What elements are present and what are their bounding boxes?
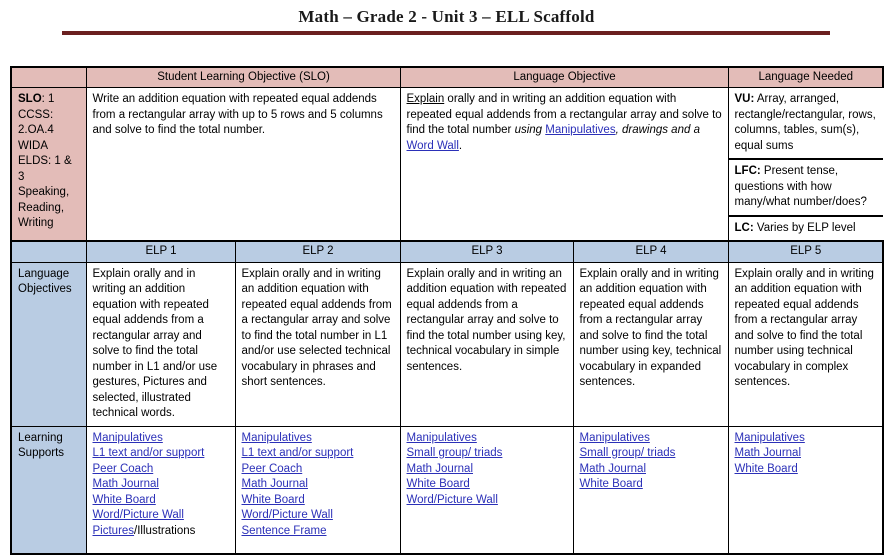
lo-period: . [458, 139, 463, 152]
list-item [407, 431, 568, 447]
list-item [93, 493, 230, 509]
domain-writing: Writing [18, 217, 54, 229]
vu-label: VU: [734, 93, 755, 105]
language-objectives-row [11, 262, 883, 426]
ccss-label: CCSS: [18, 108, 54, 121]
support-link[interactable]: Math Journal [241, 478, 308, 490]
row-label-language-objectives [11, 262, 86, 426]
support-link[interactable]: Word/Picture Wall [241, 509, 333, 521]
elp-header-1: ELP 1 [86, 241, 235, 262]
list-item [242, 431, 395, 447]
page-title: Math – Grade 2 - Unit 3 – ELL Scaffold [298, 7, 595, 26]
table-header-row [11, 67, 883, 88]
support-link[interactable]: Math Journal [92, 478, 159, 490]
lo-elp3-cell: Explain orally and in writing an addition equation with repeated equal addends from a rectangular array and solve to find the total number using key, technical vocabulary in simple sentences. [400, 262, 573, 426]
list-item [407, 493, 568, 509]
lfc-label: LFC: [734, 165, 761, 177]
lo-explain-word: Explain [406, 93, 445, 105]
domain-reading: Reading, [18, 201, 65, 214]
row-label-lo-line2: Objectives [18, 283, 72, 295]
support-link[interactable]: Math Journal [579, 462, 646, 475]
row-label-lo-line1: Language [18, 267, 70, 280]
list-item [735, 446, 878, 462]
support-link[interactable]: Math Journal [734, 447, 801, 459]
support-link[interactable]: Peer Coach [92, 462, 154, 475]
lo-elp4-cell: Explain orally and in writing an addition equation with repeated equal addends from a rectangular array and solve to find the total number using key, technical vocabulary in expanded sentences. [573, 262, 728, 426]
elp-corner-cell [11, 241, 86, 262]
list-item [407, 462, 568, 478]
title-block [0, 0, 893, 52]
support-link[interactable]: Word/Picture Wall [406, 493, 498, 506]
language-objective-cell [400, 88, 728, 242]
list-item [93, 446, 230, 462]
list-item [242, 477, 395, 493]
support-link[interactable]: White Board [579, 478, 643, 490]
support-link[interactable]: White Board [734, 462, 798, 475]
lc-block [729, 217, 884, 241]
support-link[interactable]: Word/Picture Wall [92, 509, 184, 521]
list-item [242, 446, 395, 462]
support-link[interactable]: Pictures [92, 524, 135, 537]
slo-meta-cell [11, 88, 86, 242]
row-label-ls-line2: Supports [18, 447, 65, 459]
header-slo: Student Learning Objective (SLO) [86, 67, 400, 88]
support-link[interactable]: L1 text and/or support [241, 447, 354, 459]
supports-elp4-cell [573, 426, 728, 554]
list-item [580, 462, 723, 478]
language-needed-cell [728, 88, 883, 242]
support-link[interactable]: White Board [241, 493, 305, 506]
learning-supports-row [11, 426, 883, 554]
lo-drawings-text: , drawings and a [615, 124, 700, 136]
list-item [242, 508, 395, 524]
vu-text: Array, arranged, rectangle/rectangular, rows, columns, tables, sum(s), equal sums [734, 93, 876, 152]
list-item [93, 462, 230, 478]
support-link[interactable]: White Board [92, 493, 156, 506]
lo-elp1-cell: Explain orally and in writing an addition equation with repeated equal addends from a rectangular array and solve to find the total number in L1 and/or use gestures, Pictures and selected, illustrated technical words. [86, 262, 235, 426]
support-link[interactable]: Manipulatives [241, 431, 312, 444]
support-suffix: /Illustrations [134, 524, 196, 537]
lo-elp5-cell: Explain orally and in writing an addition equation with repeated equal addends from a rectangular array and solve to find the total number using technical vocabulary in complex sentences. [728, 262, 883, 426]
list-item [242, 524, 395, 540]
elp-header-2: ELP 2 [235, 241, 400, 262]
support-link[interactable]: Manipulatives [406, 431, 477, 444]
lo-using-word: using [514, 124, 546, 136]
lfc-text: Present tense, questions with how many/what number/does? [734, 165, 867, 208]
header-language-objective: Language Objective [400, 67, 728, 88]
list-item [407, 446, 568, 462]
ccss-code: 2.OA.4 [18, 124, 54, 136]
supports-elp2-cell [235, 426, 400, 554]
ell-scaffold-table [10, 66, 884, 555]
elp-header-5: ELP 5 [728, 241, 883, 262]
elp-header-4: ELP 4 [573, 241, 728, 262]
lo-body-text: orally and in writing an addition equation with repeated equal addends from a rectangular array and solve to find the total number [406, 93, 722, 136]
support-link[interactable]: Small group/ triads [579, 447, 676, 459]
support-link[interactable]: White Board [406, 478, 470, 490]
list-item [580, 477, 723, 493]
lo-link-word-wall[interactable]: Word Wall [406, 139, 459, 152]
supports-elp1-cell [86, 426, 235, 554]
slo-number: : 1 [41, 93, 55, 105]
lo-elp2-cell: Explain orally and in writing an addition equation with repeated equal addends from a rectangular array and solve to find the total number in L1 and/or use selected technical vocabulary in phrases and short sentences. [235, 262, 400, 426]
elp-header-3: ELP 3 [400, 241, 573, 262]
list-item [93, 477, 230, 493]
list-item [735, 462, 878, 478]
list-item [407, 477, 568, 493]
list-item [93, 524, 230, 540]
slo-row [11, 88, 883, 242]
header-language-needed: Language Needed [728, 67, 883, 88]
support-link[interactable]: Small group/ triads [406, 447, 503, 459]
list-item [580, 446, 723, 462]
row-label-ls-line1: Learning [18, 431, 63, 444]
support-link[interactable]: Sentence Frame [241, 524, 327, 537]
title-divider [62, 31, 830, 35]
list-item [580, 431, 723, 447]
vu-block [729, 88, 884, 160]
support-link[interactable]: Manipulatives [734, 431, 805, 444]
header-corner-cell [11, 67, 86, 88]
domain-speaking: Speaking, [18, 186, 70, 198]
support-link[interactable]: Manipulatives [579, 431, 650, 444]
list-item [735, 431, 878, 447]
support-link[interactable]: Math Journal [406, 462, 473, 475]
elp-header-row [11, 241, 883, 262]
supports-elp5-cell [728, 426, 883, 554]
slo-label: SLO [18, 93, 42, 105]
lo-link-manipulatives[interactable]: Manipulatives [545, 124, 616, 136]
list-item [242, 462, 395, 478]
list-item [93, 431, 230, 447]
slo-text-cell: Write an addition equation with repeated equal addends from a rectangular array with up to 5 rows and 5 columns and solve to find the total number. [86, 88, 400, 242]
support-link[interactable]: Peer Coach [241, 462, 303, 475]
list-item [242, 493, 395, 509]
list-item [93, 508, 230, 524]
supports-elp3-cell [400, 426, 573, 554]
lfc-block [729, 160, 884, 217]
elds-levels: ELDS: 1 & 3 [18, 155, 72, 183]
lc-label: LC: [734, 221, 754, 234]
row-label-learning-supports [11, 426, 86, 554]
wida-label: WIDA [18, 139, 49, 152]
lc-text: Varies by ELP level [753, 221, 856, 234]
support-link[interactable]: L1 text and/or support [92, 447, 205, 459]
support-link[interactable]: Manipulatives [92, 431, 163, 444]
